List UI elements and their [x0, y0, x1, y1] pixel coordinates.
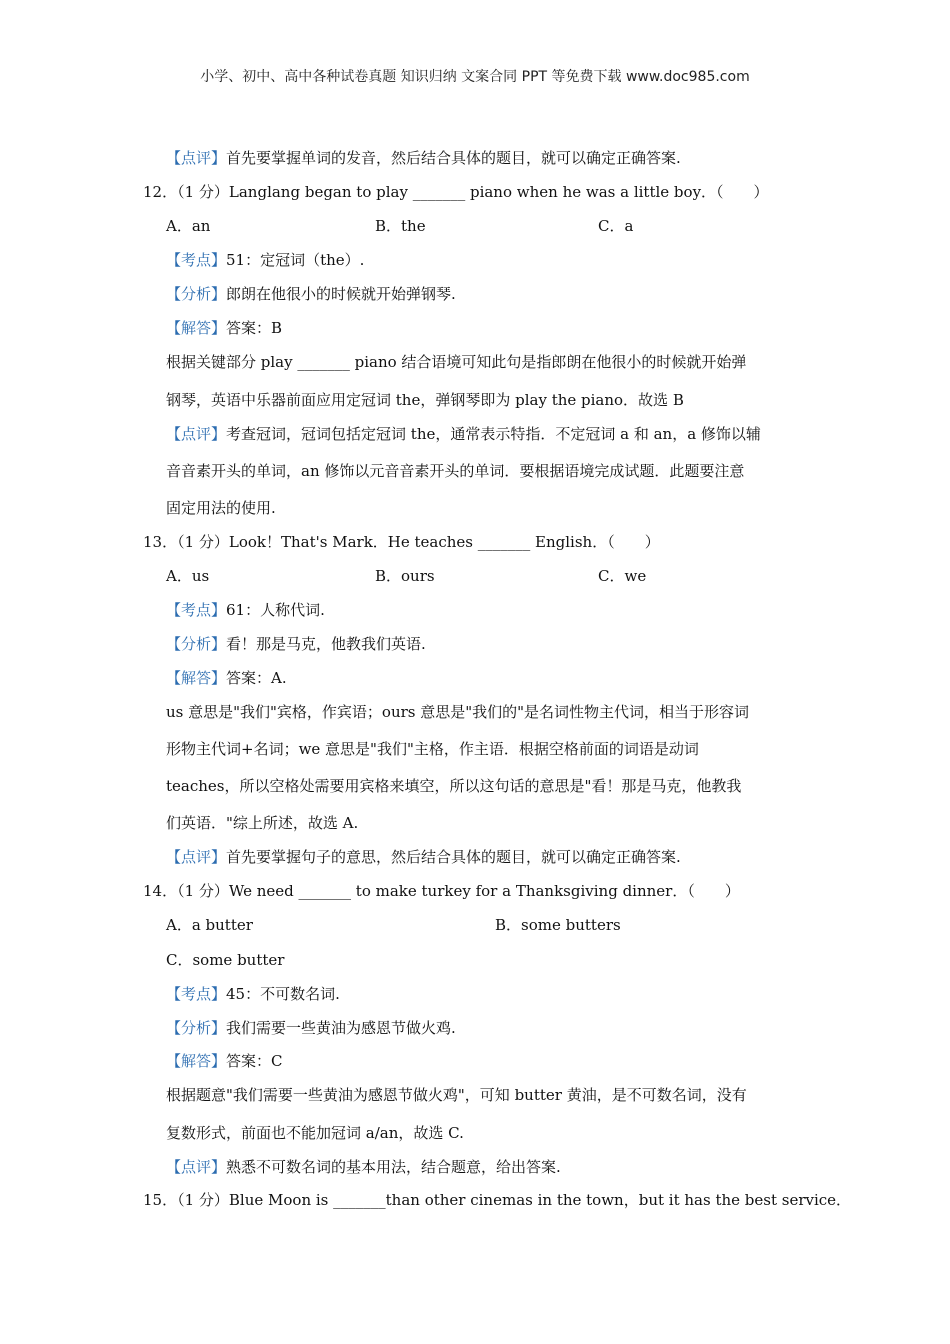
q14-point-line [166, 984, 340, 1004]
q13-answer-line [166, 668, 287, 688]
answer-tag: 【解答】 [166, 1052, 227, 1070]
q13-analysis-line [166, 634, 426, 654]
comment-tag: 【点评】 [166, 848, 227, 866]
q14-stem: 14．（1 分）We need _______ to make turkey for a Thanksgiving dinner．（ ） [143, 882, 740, 900]
q14-explain-2: 复数形式，前面也不能加冠词 a/an，故选 C. [166, 1124, 464, 1142]
q12-analysis-line [166, 284, 456, 304]
q14-option-c: C．some butter [166, 951, 285, 969]
q12-point-line [166, 250, 364, 270]
q13-explain-1: us 意思是"我们"宾格，作宾语；ours 意思是"我们的"是名词性物主代词，相当于形容词 [166, 703, 750, 721]
q12-comment-line [166, 424, 761, 444]
q13-explain-4: 们英语．"综上所述，故选 A. [166, 814, 359, 832]
q14-analysis: 我们需要一些黄油为感恩节做火鸡. [226, 1019, 456, 1037]
q12-answer: 答案：B [226, 319, 283, 337]
q12-comment-2: 音音素开头的单词，an 修饰以元音音素开头的单词．要根据语境完成试题．此题要注意 [166, 462, 745, 480]
q13-explain-3: teaches，所以空格处需要用宾格来填空，所以这句话的意思是"看！那是马克，他教我 [166, 777, 742, 795]
q12-explain-1: 根据关键部分 play _______ piano 结合语境可知此句是指郎朗在他很小的时候就开始弹 [166, 353, 747, 371]
q13-comment: 首先要掌握句子的意思，然后结合具体的题目，就可以确定正确答案. [226, 848, 681, 866]
q14-point: 45：不可数名词. [226, 985, 340, 1003]
comment-tag: 【点评】 [166, 1158, 227, 1176]
q12-comment-3: 固定用法的使用. [166, 499, 276, 517]
q13-stem: 13．（1 分）Look！That's Mark．He teaches _______ English．（ ） [143, 533, 660, 551]
q12-answer-line [166, 318, 282, 338]
prev-comment-line [166, 148, 681, 168]
q12-option-a: A．an [166, 217, 211, 235]
comment-tag: 【点评】 [166, 149, 227, 167]
q14-comment: 熟悉不可数名词的基本用法，结合题意，给出答案. [226, 1158, 561, 1176]
answer-tag: 【解答】 [166, 669, 227, 687]
q13-comment-line [166, 847, 681, 867]
page-header: 小学、初中、高中各种试卷真题 知识归纳 文案合同 PPT 等免费下载 www.doc985.com [200, 69, 750, 85]
q13-option-c: C．we [598, 567, 647, 585]
analysis-tag: 【分析】 [166, 635, 227, 653]
q13-answer: 答案：A. [226, 669, 287, 687]
point-tag: 【考点】 [166, 251, 227, 269]
q14-comment-line [166, 1157, 561, 1177]
q14-answer: 答案：C [226, 1052, 283, 1070]
q13-point-line [166, 600, 325, 620]
point-tag: 【考点】 [166, 985, 227, 1003]
prev-comment-text: 首先要掌握单词的发音，然后结合具体的题目，就可以确定正确答案. [226, 149, 681, 167]
q13-option-a: A．us [166, 567, 210, 585]
analysis-tag: 【分析】 [166, 285, 227, 303]
q13-option-b: B．ours [375, 567, 435, 585]
q14-option-a: A．a butter [166, 916, 253, 934]
q12-analysis: 郎朗在他很小的时候就开始弹钢琴. [226, 285, 456, 303]
q13-explain-2: 形物主代词+名词；we 意思是"我们"主格，作主语．根据空格前面的词语是动词 [166, 740, 699, 758]
q14-answer-line [166, 1051, 283, 1071]
q15-stem: 15．（1 分）Blue Moon is _______than other cinemas in the town，but it has the best service． [143, 1191, 852, 1209]
comment-tag: 【点评】 [166, 425, 227, 443]
q12-explain-2: 钢琴，英语中乐器前面应用定冠词 the，弹钢琴即为 play the piano．故选 B [166, 391, 684, 409]
q13-analysis: 看！那是马克，他教我们英语. [226, 635, 426, 653]
q12-option-c: C．a [598, 217, 634, 235]
q14-analysis-line [166, 1018, 456, 1038]
point-tag: 【考点】 [166, 601, 227, 619]
q12-point: 51：定冠词（the）. [226, 251, 365, 269]
q14-option-b: B．some butters [495, 916, 621, 934]
q12-stem: 12．（1 分）Langlang began to play _______ piano when he was a little boy．（ ） [143, 183, 769, 201]
answer-tag: 【解答】 [166, 319, 227, 337]
analysis-tag: 【分析】 [166, 1019, 227, 1037]
q12-option-b: B．the [375, 217, 426, 235]
q12-comment-1: 考查冠词，冠词包括定冠词 the，通常表示特指．不定冠词 a 和 an，a 修饰以辅 [226, 425, 761, 443]
q14-explain-1: 根据题意"我们需要一些黄油为感恩节做火鸡"，可知 butter 黄油，是不可数名词，没有 [166, 1086, 747, 1104]
q13-point: 61：人称代词. [226, 601, 325, 619]
